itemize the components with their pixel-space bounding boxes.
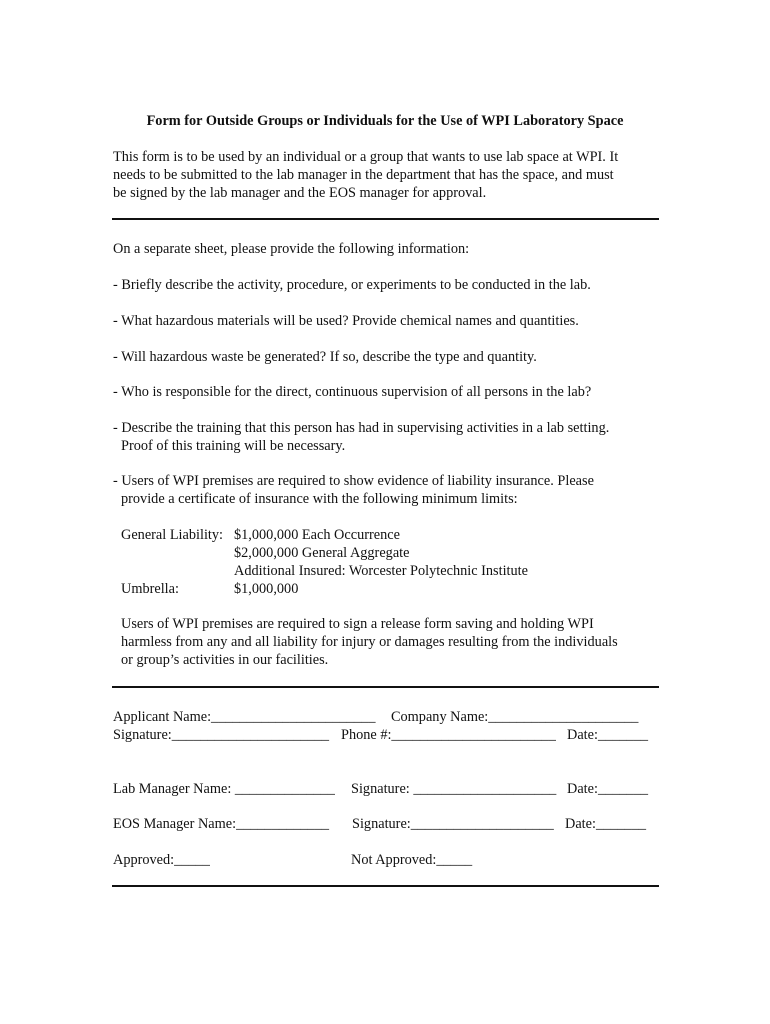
general-liability-values [234,526,528,580]
item-training-line: - Describe the training that this person has had in supervising activities in a lab setting. [113,420,610,436]
applicant-name-field[interactable]: Applicant Name:_______________________ [113,709,376,725]
divider [112,218,659,220]
insurance-value: $1,000,000 Each Occurrence [234,527,400,543]
lab-manager-date-field[interactable]: Date:_______ [567,781,648,797]
item-training-line: Proof of this training will be necessary. [121,438,346,454]
umbrella-value: $1,000,000 [234,581,299,597]
insurance-value: Additional Insured: Worcester Polytechnic Institute [234,563,528,579]
separate-sheet-text: On a separate sheet, please provide the following information: [113,241,470,257]
insurance-value: $2,000,000 General Aggregate [234,545,410,561]
umbrella-label: Umbrella: [121,581,179,597]
approved-field[interactable]: Approved:_____ [113,852,210,868]
item-training [113,419,673,455]
intro-line: This form is to be used by an individual or a group that wants to use lab space at WPI. It [113,149,619,165]
page-title: Form for Outside Groups or Individuals for the Use of WPI Laboratory Space [146,113,624,129]
lab-manager-signature-field[interactable]: Signature: ____________________ [351,781,557,797]
intro-paragraph [113,148,673,202]
item-insurance-line: - Users of WPI premises are required to show evidence of liability insurance. Please [113,473,594,489]
eos-manager-name-field[interactable]: EOS Manager Name:_____________ [113,816,330,832]
divider [112,885,659,887]
eos-manager-signature-field[interactable]: Signature:____________________ [352,816,554,832]
phone-field[interactable]: Phone #:_______________________ [341,727,556,743]
item-insurance-line: provide a certificate of insurance with the following minimum limits: [121,491,518,507]
applicant-date-field[interactable]: Date:_______ [567,727,648,743]
item-activity: - Briefly describe the activity, procedure, or experiments to be conducted in the lab. [113,277,591,293]
divider [112,686,659,688]
item-supervision: - Who is responsible for the direct, continuous supervision of all persons in the lab? [113,384,592,400]
intro-line: be signed by the lab manager and the EOS manager for approval. [113,185,487,201]
item-materials: - What hazardous materials will be used? Provide chemical names and quantities. [113,313,579,329]
intro-line: needs to be submitted to the lab manager in the department that has the space, and must [113,167,614,183]
company-name-field[interactable]: Company Name:_____________________ [391,709,639,725]
item-insurance [113,472,673,508]
release-paragraph [121,615,681,669]
release-line: or group’s activities in our facilities. [121,652,329,668]
eos-manager-date-field[interactable]: Date:_______ [565,816,646,832]
applicant-signature-field[interactable]: Signature:______________________ [113,727,330,743]
lab-manager-name-field[interactable]: Lab Manager Name: ______________ [113,781,335,797]
release-line: harmless from any and all liability for injury or damages resulting from the individuals [121,634,618,650]
release-line: Users of WPI premises are required to sign a release form saving and holding WPI [121,616,594,632]
general-liability-label: General Liability: [121,527,224,543]
not-approved-field[interactable]: Not Approved:_____ [351,852,473,868]
item-waste: - Will hazardous waste be generated? If so, describe the type and quantity. [113,349,537,365]
